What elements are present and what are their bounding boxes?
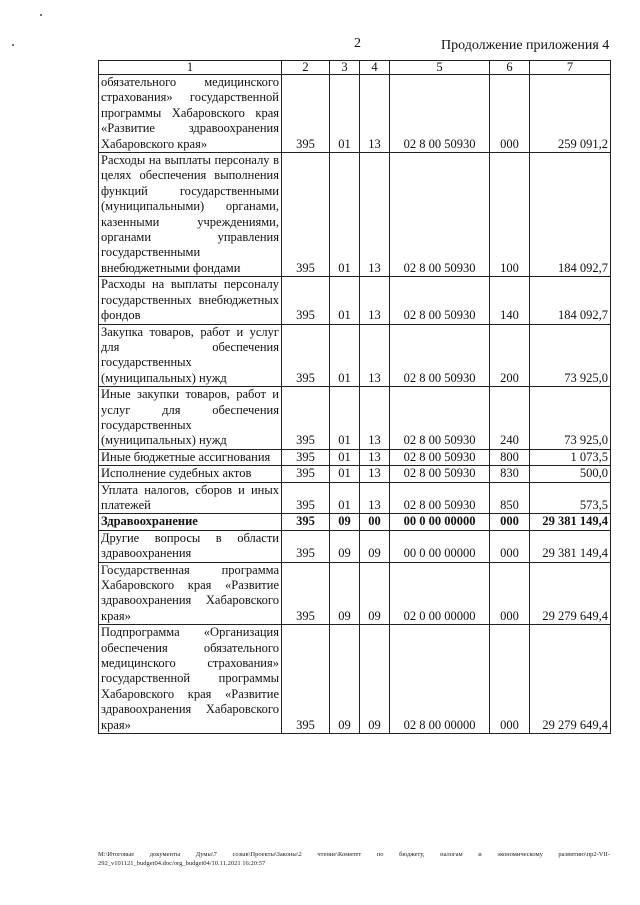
row-name: Уплата налогов, сборов и иных платежей bbox=[99, 482, 282, 514]
row-target-article: 02 8 00 00000 bbox=[390, 625, 490, 734]
row-section: 09 bbox=[330, 530, 360, 562]
column-header: 6 bbox=[490, 61, 530, 75]
row-name: Исполнение судебных актов bbox=[99, 466, 282, 482]
row-section: 01 bbox=[330, 277, 360, 324]
row-subsection: 13 bbox=[360, 153, 390, 277]
row-subsection: 13 bbox=[360, 387, 390, 450]
row-target-article: 02 8 00 50930 bbox=[390, 75, 490, 153]
row-amount: 573,5 bbox=[530, 482, 611, 514]
row-subsection: 09 bbox=[360, 530, 390, 562]
row-ministry-code: 395 bbox=[282, 153, 330, 277]
row-expense-type: 000 bbox=[490, 514, 530, 530]
row-amount: 29 279 649,4 bbox=[530, 562, 611, 625]
table-row bbox=[99, 514, 611, 530]
row-target-article: 02 8 00 50930 bbox=[390, 387, 490, 450]
row-target-article: 00 0 00 00000 bbox=[390, 530, 490, 562]
row-ministry-code: 395 bbox=[282, 449, 330, 465]
row-subsection: 13 bbox=[360, 277, 390, 324]
budget-table bbox=[98, 60, 611, 734]
row-ministry-code: 395 bbox=[282, 530, 330, 562]
row-amount: 73 925,0 bbox=[530, 387, 611, 450]
page-number: 2 bbox=[354, 36, 361, 51]
row-section: 01 bbox=[330, 153, 360, 277]
table-row bbox=[99, 324, 611, 387]
row-section: 01 bbox=[330, 466, 360, 482]
table-row bbox=[99, 449, 611, 465]
row-name: Закупка товаров, работ и услуг для обеспечения государственных (муниципальных) нужд bbox=[99, 324, 282, 387]
row-target-article: 02 8 00 50930 bbox=[390, 466, 490, 482]
table-row bbox=[99, 153, 611, 277]
row-section: 01 bbox=[330, 387, 360, 450]
row-amount: 29 279 649,4 bbox=[530, 625, 611, 734]
row-subsection: 13 bbox=[360, 466, 390, 482]
row-name: Здравоохранение bbox=[99, 514, 282, 530]
table-row bbox=[99, 482, 611, 514]
table-row bbox=[99, 530, 611, 562]
row-expense-type: 800 bbox=[490, 449, 530, 465]
row-amount: 1 073,5 bbox=[530, 449, 611, 465]
row-section: 01 bbox=[330, 482, 360, 514]
row-expense-type: 000 bbox=[490, 625, 530, 734]
continuation-heading: Продолжение приложения 4 bbox=[441, 38, 610, 53]
row-section: 09 bbox=[330, 514, 360, 530]
column-header: 4 bbox=[360, 61, 390, 75]
row-amount: 29 381 149,4 bbox=[530, 530, 611, 562]
row-ministry-code: 395 bbox=[282, 387, 330, 450]
row-subsection: 09 bbox=[360, 625, 390, 734]
row-name: Иные закупки товаров, работ и услуг для обеспечения государственных (муниципальных) нужд bbox=[99, 387, 282, 450]
row-ministry-code: 395 bbox=[282, 562, 330, 625]
row-subsection: 13 bbox=[360, 482, 390, 514]
row-amount: 73 925,0 bbox=[530, 324, 611, 387]
table-row bbox=[99, 562, 611, 625]
row-name: Подпрограмма «Организация обеспечения обязательного медицинского страхования» государственной программы Хабаровского края «Развитие здравоохранения Хабаровского края» bbox=[99, 625, 282, 734]
row-expense-type: 240 bbox=[490, 387, 530, 450]
row-target-article: 02 8 00 50930 bbox=[390, 153, 490, 277]
row-name: Расходы на выплаты персоналу государственных внебюджетных фондов bbox=[99, 277, 282, 324]
row-expense-type: 200 bbox=[490, 324, 530, 387]
row-section: 01 bbox=[330, 75, 360, 153]
column-header: 3 bbox=[330, 61, 360, 75]
row-subsection: 09 bbox=[360, 562, 390, 625]
row-expense-type: 000 bbox=[490, 562, 530, 625]
row-ministry-code: 395 bbox=[282, 514, 330, 530]
row-target-article: 02 8 00 50930 bbox=[390, 324, 490, 387]
row-amount: 184 092,7 bbox=[530, 277, 611, 324]
row-target-article: 00 0 00 00000 bbox=[390, 514, 490, 530]
row-amount: 259 091,2 bbox=[530, 75, 611, 153]
row-ministry-code: 395 bbox=[282, 324, 330, 387]
row-expense-type: 140 bbox=[490, 277, 530, 324]
row-name: Государственная программа Хабаровского края «Развитие здравоохранения Хабаровского края» bbox=[99, 562, 282, 625]
scan-speck bbox=[12, 44, 14, 46]
table-row bbox=[99, 75, 611, 153]
row-amount: 184 092,7 bbox=[530, 153, 611, 277]
row-ministry-code: 395 bbox=[282, 466, 330, 482]
column-header: 2 bbox=[282, 61, 330, 75]
table-header-row bbox=[99, 61, 611, 75]
column-header: 1 bbox=[99, 61, 282, 75]
row-expense-type: 000 bbox=[490, 530, 530, 562]
row-expense-type: 850 bbox=[490, 482, 530, 514]
row-ministry-code: 395 bbox=[282, 625, 330, 734]
row-subsection: 13 bbox=[360, 75, 390, 153]
row-name: Другие вопросы в области здравоохранения bbox=[99, 530, 282, 562]
row-subsection: 13 bbox=[360, 449, 390, 465]
row-subsection: 13 bbox=[360, 324, 390, 387]
row-target-article: 02 8 00 50930 bbox=[390, 449, 490, 465]
row-ministry-code: 395 bbox=[282, 75, 330, 153]
row-target-article: 02 0 00 00000 bbox=[390, 562, 490, 625]
table-row bbox=[99, 277, 611, 324]
scan-speck bbox=[40, 14, 42, 16]
row-section: 01 bbox=[330, 324, 360, 387]
row-name: обязательного медицинского страхования» государственной программы Хабаровского края «Развитие здравоохранения Хабаровского края» bbox=[99, 75, 282, 153]
row-expense-type: 000 bbox=[490, 75, 530, 153]
table-row bbox=[99, 387, 611, 450]
table-row bbox=[99, 466, 611, 482]
row-section: 09 bbox=[330, 562, 360, 625]
table-row bbox=[99, 625, 611, 734]
row-section: 09 bbox=[330, 625, 360, 734]
row-target-article: 02 8 00 50930 bbox=[390, 482, 490, 514]
column-header: 5 bbox=[390, 61, 490, 75]
row-subsection: 00 bbox=[360, 514, 390, 530]
row-name: Расходы на выплаты персоналу в целях обеспечения выполнения функций государственными (муниципальными) органами, казенными учреждениями, органами управления государственными внебюджетными фондами bbox=[99, 153, 282, 277]
row-target-article: 02 8 00 50930 bbox=[390, 277, 490, 324]
row-section: 01 bbox=[330, 449, 360, 465]
row-expense-type: 830 bbox=[490, 466, 530, 482]
row-amount: 500,0 bbox=[530, 466, 611, 482]
row-ministry-code: 395 bbox=[282, 482, 330, 514]
column-header: 7 bbox=[530, 61, 611, 75]
row-expense-type: 100 bbox=[490, 153, 530, 277]
row-name: Иные бюджетные ассигнования bbox=[99, 449, 282, 465]
row-ministry-code: 395 bbox=[282, 277, 330, 324]
file-path-footer: M:\Итоговые документы Думы\7 созыв\Проекты\Законы\2 чтение\Комитет по бюджету, налогам и экономическому развитию\пр2-VII-292_v101121_budget04.doc/org_budget04/10.11.2021 16:20:57 bbox=[98, 851, 610, 867]
row-amount: 29 381 149,4 bbox=[530, 514, 611, 530]
